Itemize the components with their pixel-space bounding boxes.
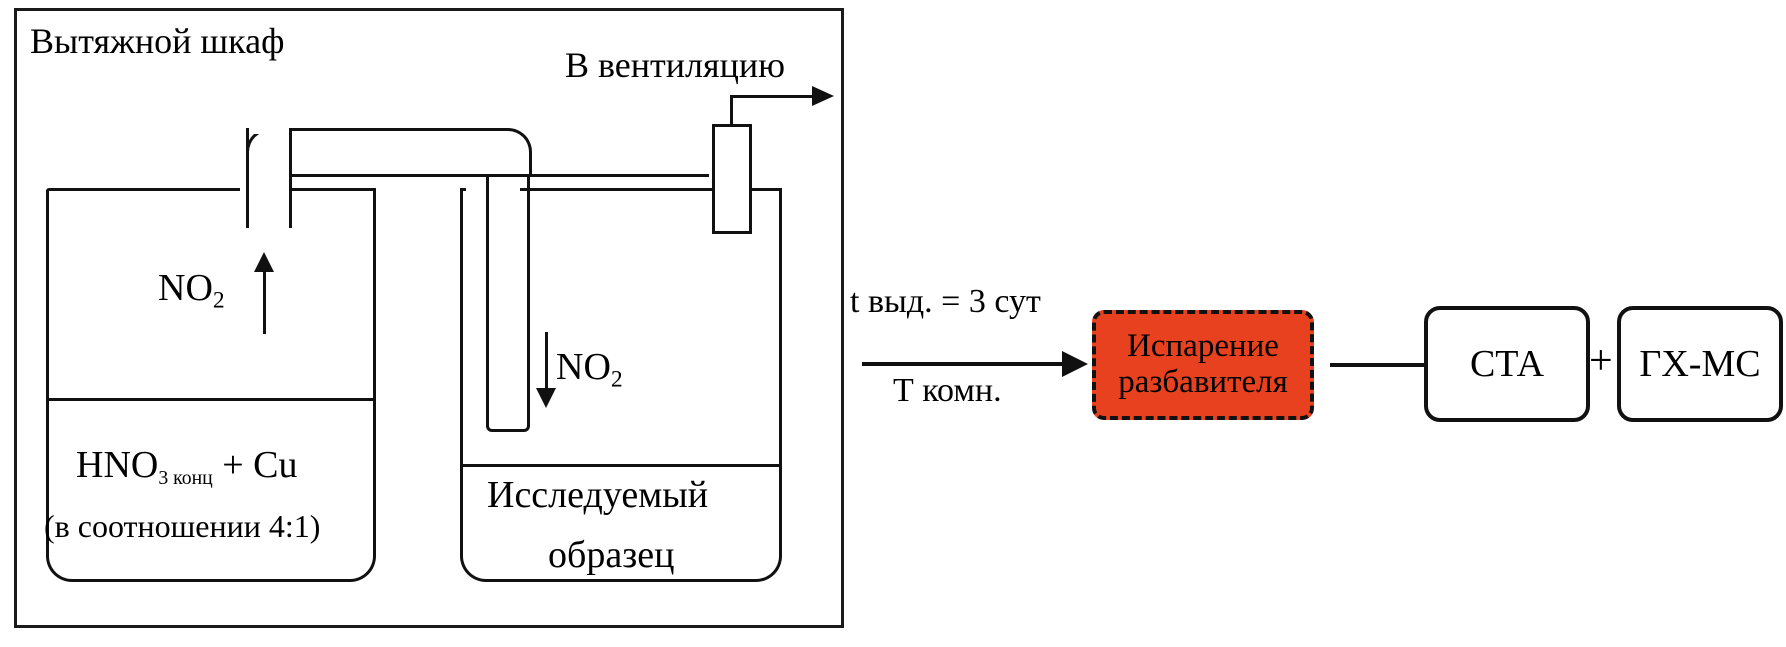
ventilation-arrow-head (812, 86, 834, 106)
condition-room-temperature: Т комн. (893, 372, 1002, 409)
flow-arrow-1-shaft (862, 362, 1070, 366)
instrument-sta-box (1424, 306, 1590, 422)
flow-arrow-1-head (1062, 351, 1088, 377)
reaction-flask-left-rim-right (292, 188, 376, 191)
outlet-tube (712, 124, 752, 234)
step-evaporation-line2: разбавителя (1118, 364, 1288, 400)
no2-label-right-text: NO (556, 346, 611, 388)
fume-hood-label: Вытяжной шкаф (30, 21, 285, 61)
connecting-tube-left-stub (246, 128, 292, 228)
no2-label-right (556, 345, 623, 394)
plus-symbol: + (1589, 338, 1613, 384)
outlet-riser-line (730, 96, 733, 126)
dip-tube-into-sample-flask (486, 176, 530, 432)
sample-level-line (460, 464, 782, 467)
sample-label-line2: образец (548, 534, 675, 576)
acid-liquid-level-line (46, 398, 376, 401)
no2-down-arrow-head (536, 388, 556, 408)
reaction-flask-left-rim-left (46, 188, 240, 191)
condition-exposure-time: t выд. = 3 сут (850, 283, 1041, 320)
instrument-gcms-box (1617, 306, 1783, 422)
reagent-formula (76, 443, 298, 490)
reagent-formula-subscript: 3 конц (158, 466, 213, 489)
connecting-tube-joint-mask (249, 126, 289, 134)
no2-up-arrow-head (254, 252, 274, 272)
step-evaporation-line1: Испарение (1127, 328, 1279, 365)
no2-label-left-text: NO (158, 267, 213, 309)
instrument-sta-label: СТА (1469, 343, 1545, 385)
sample-flask-right-rim-left (460, 188, 466, 191)
ventilation-arrow-shaft (730, 95, 816, 98)
no2-label-right-subscript: 2 (610, 366, 623, 393)
ventilation-label: В вентиляцию (565, 45, 785, 85)
reagent-formula-main: HNO (76, 444, 159, 486)
instrument-gcms-label: ГХ-МС (1639, 343, 1761, 385)
sample-label-line1: Исследуемый (487, 474, 709, 516)
reagent-ratio-note: (в соотношении 4:1) (44, 508, 321, 544)
no2-label-left (158, 266, 225, 315)
reagent-formula-tail: + Cu (212, 444, 298, 486)
step-evaporation-box (1092, 310, 1314, 420)
no2-label-left-subscript: 2 (212, 287, 225, 314)
